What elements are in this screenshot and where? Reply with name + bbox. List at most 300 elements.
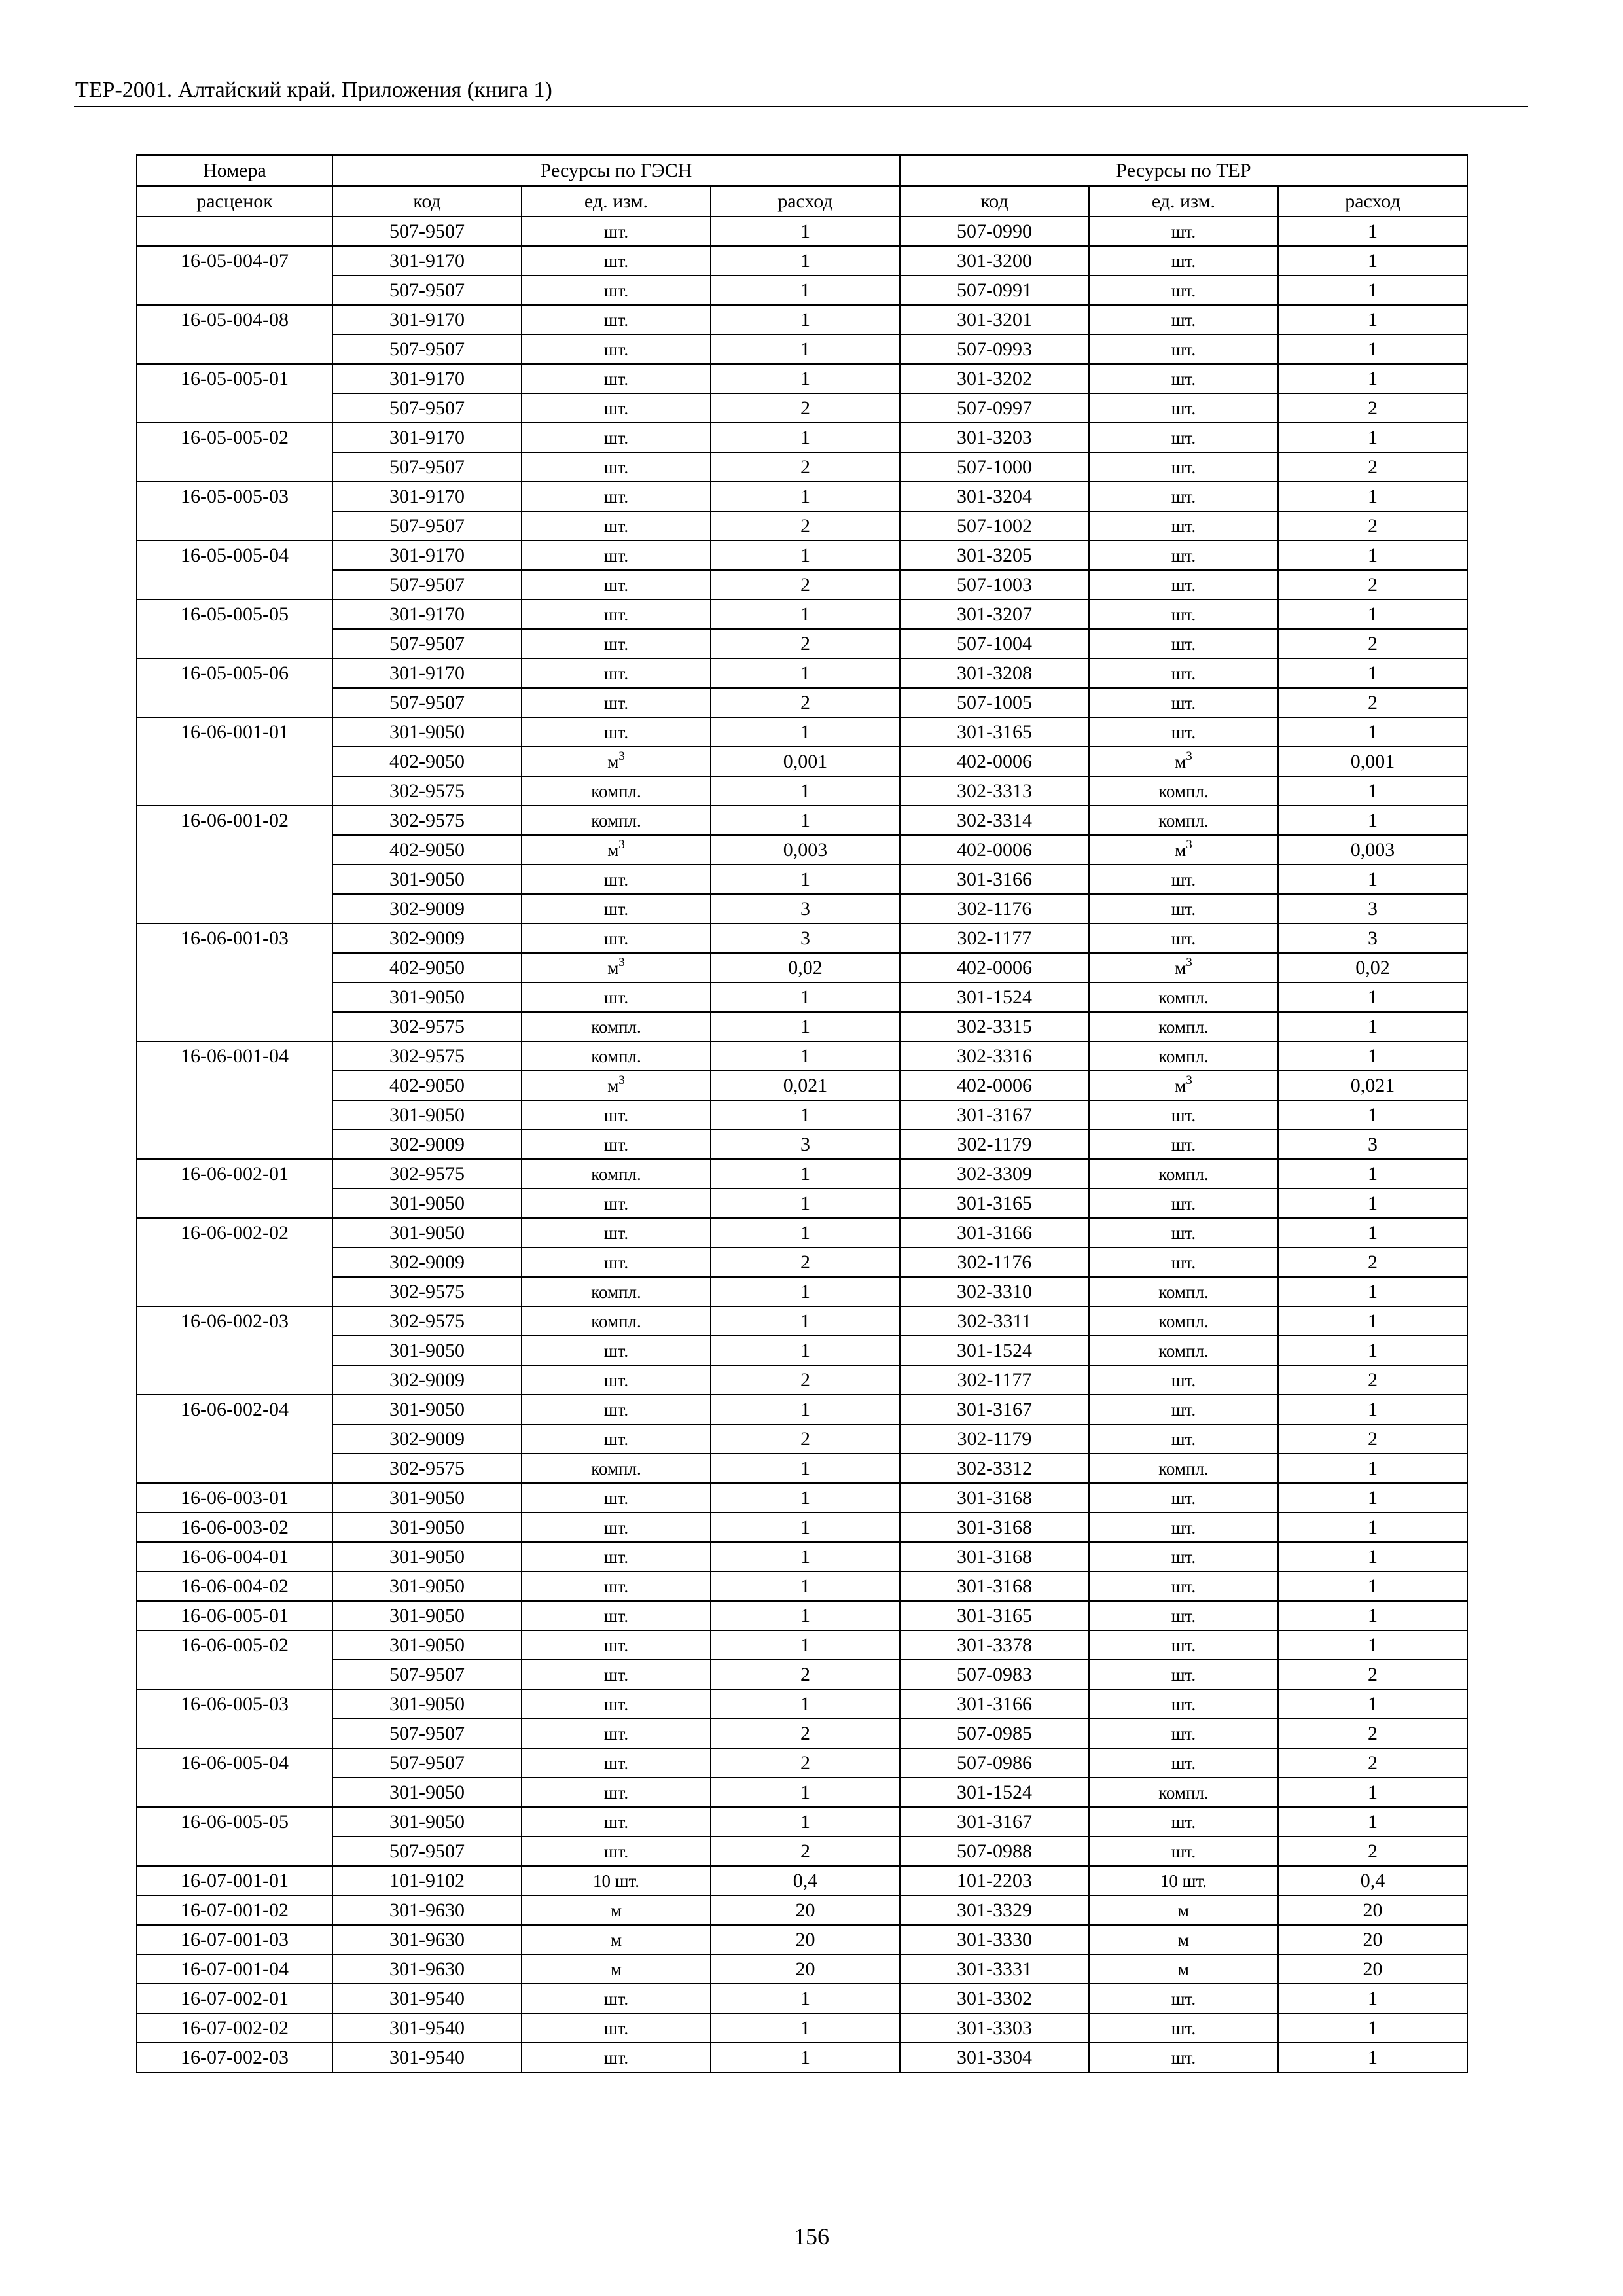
ter-code-cell: 402-0006 [900,1071,1089,1100]
ter-qty-cell: 1 [1278,1277,1467,1306]
gesn-unit-cell: шт. [522,1513,711,1542]
gesn-qty-cell: 2 [711,511,900,541]
ter-code-cell: 301-1524 [900,982,1089,1012]
table-row [137,1071,1467,1100]
rate-number-cell [137,570,332,600]
ter-code-cell: 507-1003 [900,570,1089,600]
ter-unit-cell: компл. [1089,1306,1278,1336]
gesn-code-cell: 301-9050 [332,1571,522,1601]
ter-unit-cell: шт. [1089,1748,1278,1778]
ter-unit-cell: шт. [1089,688,1278,717]
table-row [137,541,1467,570]
gesn-unit-header: ед. изм. [522,186,711,217]
table-row [137,806,1467,835]
gesn-code-cell: 301-9050 [332,1100,522,1130]
table-row [137,658,1467,688]
table-row [137,1130,1467,1159]
ter-code-cell: 302-1177 [900,924,1089,953]
gesn-unit-cell: шт. [522,1689,711,1719]
ter-unit-cell: шт. [1089,1542,1278,1571]
gesn-qty-cell: 0,02 [711,953,900,982]
ter-unit-cell: шт. [1089,1247,1278,1277]
rate-number-cell: 16-06-002-02 [137,1218,332,1247]
ter-code-cell: 507-1005 [900,688,1089,717]
ter-code-cell: 302-1179 [900,1130,1089,1159]
ter-unit-cell: шт. [1089,2043,1278,2072]
gesn-unit-cell: шт. [522,629,711,658]
ter-unit-cell: шт. [1089,2013,1278,2043]
rate-number-cell [137,629,332,658]
ter-qty-cell: 20 [1278,1895,1467,1925]
ter-qty-cell: 1 [1278,1454,1467,1483]
ter-unit-cell: $м^3$ [1089,747,1278,776]
ter-code-cell: 301-3165 [900,717,1089,747]
rate-number-cell [137,1247,332,1277]
gesn-qty-header: расход [711,186,900,217]
rate-number-cell: 16-05-005-02 [137,423,332,452]
ter-code-cell: 507-0985 [900,1719,1089,1748]
ter-code-cell: 302-3312 [900,1454,1089,1483]
gesn-unit-cell: шт. [522,1336,711,1365]
table-row [137,1395,1467,1424]
rate-number-cell [137,217,332,246]
gesn-code-cell: 301-9540 [332,2013,522,2043]
gesn-qty-cell: 20 [711,1954,900,1984]
gesn-unit-cell: шт. [522,423,711,452]
gesn-qty-cell: 1 [711,1483,900,1513]
ter-qty-cell: 2 [1278,393,1467,423]
gesn-code-cell: 301-9540 [332,2043,522,2072]
ter-code-cell: 301-3168 [900,1571,1089,1601]
rate-number-cell [137,953,332,982]
ter-qty-cell: 1 [1278,717,1467,747]
gesn-unit-cell: шт. [522,2043,711,2072]
rate-number-cell: 16-06-001-02 [137,806,332,835]
gesn-unit-cell: шт. [522,1660,711,1689]
gesn-qty-cell: 1 [711,1159,900,1189]
rate-number-cell: 16-06-005-02 [137,1630,332,1660]
table-row [137,1895,1467,1925]
gesn-code-cell: 301-9050 [332,1336,522,1365]
gesn-unit-cell: $м^3$ [522,747,711,776]
gesn-code-cell: 507-9507 [332,393,522,423]
gesn-code-cell: 101-9102 [332,1866,522,1895]
ter-qty-cell: 1 [1278,1395,1467,1424]
gesn-unit-cell: шт. [522,600,711,629]
gesn-qty-cell: 1 [711,1984,900,2013]
ter-code-cell: 302-1176 [900,894,1089,924]
ter-unit-cell: шт. [1089,717,1278,747]
table-row [137,1719,1467,1748]
rate-number-cell [137,276,332,305]
gesn-unit-cell: компл. [522,776,711,806]
ter-code-cell: 301-3302 [900,1984,1089,2013]
table-row [137,688,1467,717]
rate-number-cell [137,511,332,541]
rate-number-cell: 16-05-005-01 [137,364,332,393]
table-row [137,1218,1467,1247]
gesn-code-cell: 301-9630 [332,1895,522,1925]
table-row [137,1837,1467,1866]
ter-qty-cell: 2 [1278,1365,1467,1395]
ter-code-cell: 402-0006 [900,953,1089,982]
gesn-qty-cell: 1 [711,2013,900,2043]
ter-unit-cell: шт. [1089,393,1278,423]
ter-code-cell: 301-3378 [900,1630,1089,1660]
gesn-code-cell: 507-9507 [332,1748,522,1778]
ter-qty-cell: 2 [1278,511,1467,541]
ter-code-cell: 302-3310 [900,1277,1089,1306]
superscript-3: 3 [618,955,625,969]
gesn-code-cell: 507-9507 [332,1837,522,1866]
ter-qty-cell: 2 [1278,452,1467,482]
ter-qty-cell: 0,001 [1278,747,1467,776]
ter-qty-cell: 1 [1278,246,1467,276]
rate-number-cell: 16-06-002-01 [137,1159,332,1189]
gesn-code-cell: 302-9575 [332,1012,522,1041]
ter-unit-cell: шт. [1089,629,1278,658]
gesn-code-cell: 301-9050 [332,1778,522,1807]
ter-qty-cell: 0,003 [1278,835,1467,865]
ter-qty-cell: 1 [1278,1041,1467,1071]
gesn-code-cell: 301-9170 [332,541,522,570]
gesn-unit-cell: шт. [522,1630,711,1660]
gesn-qty-cell: 1 [711,541,900,570]
ter-qty-cell: 2 [1278,1837,1467,1866]
ter-code-cell: 302-1176 [900,1247,1089,1277]
ter-qty-cell: 1 [1278,1571,1467,1601]
ter-code-cell: 301-3205 [900,541,1089,570]
ter-qty-cell: 2 [1278,1660,1467,1689]
ter-code-cell: 301-3303 [900,2013,1089,2043]
ter-qty-cell: 2 [1278,1424,1467,1454]
ter-qty-cell: 3 [1278,1130,1467,1159]
rate-number-cell: 16-07-001-04 [137,1954,332,1984]
gesn-qty-cell: 1 [711,717,900,747]
rate-number-cell [137,835,332,865]
table-row [137,1630,1467,1660]
table-row [137,1689,1467,1719]
gesn-code-cell: 402-9050 [332,953,522,982]
gesn-code-cell: 302-9575 [332,1277,522,1306]
ter-qty-cell: 1 [1278,1807,1467,1837]
gesn-code-cell: 301-9050 [332,1483,522,1513]
gesn-qty-cell: 3 [711,924,900,953]
ter-code-cell: 301-3168 [900,1542,1089,1571]
ter-code-cell: 301-3331 [900,1954,1089,1984]
ter-code-header: код [900,186,1089,217]
rate-number-cell: 16-07-002-02 [137,2013,332,2043]
ter-qty-cell: 2 [1278,1247,1467,1277]
ter-unit-cell: шт. [1089,1189,1278,1218]
gesn-unit-cell: шт. [522,217,711,246]
gesn-code-cell: 302-9575 [332,1306,522,1336]
gesn-qty-cell: 2 [711,393,900,423]
table-row [137,1778,1467,1807]
gesn-qty-cell: 1 [711,1041,900,1071]
ter-qty-cell: 1 [1278,806,1467,835]
gesn-group-header: Ресурсы по ГЭСН [332,155,900,186]
ter-qty-cell: 2 [1278,570,1467,600]
gesn-code-cell: 301-9050 [332,865,522,894]
gesn-qty-cell: 1 [711,1100,900,1130]
table-row [137,276,1467,305]
ter-code-cell: 507-1004 [900,629,1089,658]
ter-qty-cell: 1 [1278,2043,1467,2072]
ter-unit-cell: шт. [1089,305,1278,334]
table-row [137,717,1467,747]
rate-header-top: Номера [137,155,332,186]
ter-code-cell: 402-0006 [900,835,1089,865]
rate-number-cell [137,894,332,924]
ter-unit-cell: шт. [1089,246,1278,276]
gesn-qty-cell: 1 [711,1336,900,1365]
table-row [137,423,1467,452]
gesn-qty-cell: 1 [711,482,900,511]
running-title: ТЕР-2001. Алтайский край. Приложения (книга 1) [75,78,552,102]
rate-header-bottom: расценок [137,186,332,217]
gesn-unit-cell: шт. [522,1601,711,1630]
table-row [137,482,1467,511]
rate-number-cell [137,1454,332,1483]
ter-code-cell: 301-3200 [900,246,1089,276]
gesn-code-cell: 301-9170 [332,364,522,393]
gesn-unit-cell: шт. [522,334,711,364]
gesn-unit-cell: шт. [522,1483,711,1513]
gesn-code-cell: 301-9050 [332,1218,522,1247]
ter-qty-cell: 1 [1278,982,1467,1012]
ter-code-cell: 301-3168 [900,1513,1089,1542]
table-row [137,1277,1467,1306]
ter-unit-cell: шт. [1089,1630,1278,1660]
gesn-code-cell: 301-9170 [332,246,522,276]
ter-qty-cell: 0,02 [1278,953,1467,982]
table-row [137,1954,1467,1984]
ter-code-cell: 507-0983 [900,1660,1089,1689]
gesn-unit-cell: шт. [522,865,711,894]
gesn-unit-cell: компл. [522,1454,711,1483]
ter-qty-cell: 1 [1278,1483,1467,1513]
gesn-qty-cell: 0,001 [711,747,900,776]
table-row [137,452,1467,482]
ter-code-cell: 301-3166 [900,1689,1089,1719]
gesn-qty-cell: 2 [711,688,900,717]
ter-code-cell: 301-3204 [900,482,1089,511]
table-row [137,953,1467,982]
ter-unit-cell: компл. [1089,1336,1278,1365]
gesn-qty-cell: 2 [711,1719,900,1748]
table-row [137,924,1467,953]
gesn-unit-cell: шт. [522,1130,711,1159]
ter-unit-cell: шт. [1089,924,1278,953]
ter-code-cell: 301-3165 [900,1601,1089,1630]
rate-number-cell [137,688,332,717]
superscript-3: 3 [1186,955,1192,969]
gesn-code-cell: 301-9170 [332,600,522,629]
gesn-unit-cell: м [522,1925,711,1954]
gesn-unit-cell: шт. [522,688,711,717]
gesn-unit-cell: шт. [522,276,711,305]
gesn-code-cell: 302-9009 [332,894,522,924]
rate-number-cell [137,776,332,806]
gesn-code-cell: 507-9507 [332,570,522,600]
ter-unit-cell: 10 шт. [1089,1866,1278,1895]
gesn-unit-cell: компл. [522,806,711,835]
gesn-qty-cell: 1 [711,1454,900,1483]
gesn-code-cell: 402-9050 [332,747,522,776]
gesn-qty-cell: 1 [711,364,900,393]
ter-unit-cell: шт. [1089,364,1278,393]
rate-number-cell [137,1277,332,1306]
ter-qty-cell: 20 [1278,1954,1467,1984]
table-row [137,1159,1467,1189]
rate-number-cell: 16-06-001-01 [137,717,332,747]
ter-unit-cell: шт. [1089,1689,1278,1719]
table-row [137,570,1467,600]
gesn-unit-cell: шт. [522,1984,711,2013]
gesn-qty-cell: 1 [711,1630,900,1660]
gesn-qty-cell: 3 [711,1130,900,1159]
ter-unit-cell: м [1089,1954,1278,1984]
gesn-code-cell: 301-9630 [332,1954,522,1984]
table-row [137,1041,1467,1071]
gesn-qty-cell: 1 [711,1778,900,1807]
ter-unit-cell: шт. [1089,1837,1278,1866]
ter-code-cell: 507-0990 [900,217,1089,246]
rate-number-cell: 16-05-004-07 [137,246,332,276]
ter-unit-cell: компл. [1089,776,1278,806]
table-head [137,155,1467,217]
gesn-unit-cell: шт. [522,1807,711,1837]
gesn-qty-cell: 1 [711,865,900,894]
rate-number-cell [137,747,332,776]
gesn-qty-cell: 1 [711,1277,900,1306]
rate-number-cell [137,1719,332,1748]
gesn-unit-cell: шт. [522,717,711,747]
gesn-qty-cell: 1 [711,217,900,246]
ter-unit-cell: шт. [1089,1218,1278,1247]
rate-number-cell: 16-06-001-04 [137,1041,332,1071]
ter-qty-cell: 1 [1278,1984,1467,2013]
gesn-code-cell: 507-9507 [332,629,522,658]
gesn-code-cell: 301-9050 [332,717,522,747]
gesn-unit-cell: м [522,1954,711,1984]
table-row [137,865,1467,894]
ter-qty-header: расход [1278,186,1467,217]
ter-code-cell: 301-1524 [900,1336,1089,1365]
ter-code-cell: 302-3314 [900,806,1089,835]
ter-code-cell: 302-3309 [900,1159,1089,1189]
gesn-unit-cell: шт. [522,1189,711,1218]
rate-number-cell [137,1424,332,1454]
rate-number-cell [137,1130,332,1159]
gesn-code-cell: 301-9050 [332,1513,522,1542]
ter-code-cell: 402-0006 [900,747,1089,776]
ter-qty-cell: 1 [1278,1630,1467,1660]
ter-code-cell: 301-3167 [900,1807,1089,1837]
gesn-unit-cell: шт. [522,1748,711,1778]
gesn-code-cell: 301-9050 [332,1189,522,1218]
rate-number-cell [137,452,332,482]
gesn-code-cell: 301-9630 [332,1925,522,1954]
ter-qty-cell: 1 [1278,658,1467,688]
ter-unit-cell: шт. [1089,1365,1278,1395]
rate-number-cell [137,1071,332,1100]
ter-unit-cell: $м^3$ [1089,953,1278,982]
gesn-code-cell: 302-9009 [332,1365,522,1395]
table-row [137,1571,1467,1601]
ter-qty-cell: 20 [1278,1925,1467,1954]
rate-number-cell [137,1837,332,1866]
ter-code-cell: 101-2203 [900,1866,1089,1895]
ter-code-cell: 507-0997 [900,393,1089,423]
superscript-3: 3 [1186,749,1192,763]
rate-number-cell [137,1660,332,1689]
table-row [137,2013,1467,2043]
superscript-3: 3 [618,837,625,852]
gesn-unit-cell: шт. [522,452,711,482]
ter-qty-cell: 2 [1278,629,1467,658]
gesn-unit-cell: шт. [522,1395,711,1424]
ter-unit-cell: шт. [1089,541,1278,570]
rate-number-cell [137,1365,332,1395]
gesn-qty-cell: 1 [711,1542,900,1571]
gesn-code-cell: 402-9050 [332,835,522,865]
ter-qty-cell: 1 [1278,1542,1467,1571]
gesn-qty-cell: 1 [711,1571,900,1601]
ter-code-cell: 507-0991 [900,276,1089,305]
ter-qty-cell: 1 [1278,364,1467,393]
table-row [137,776,1467,806]
gesn-qty-cell: 1 [711,1689,900,1719]
ter-unit-cell: шт. [1089,511,1278,541]
gesn-qty-cell: 1 [711,776,900,806]
ter-unit-cell: шт. [1089,600,1278,629]
table-row [137,1748,1467,1778]
gesn-qty-cell: 2 [711,1837,900,1866]
rate-number-cell: 16-06-002-04 [137,1395,332,1424]
rate-number-cell [137,982,332,1012]
ter-qty-cell: 2 [1278,1719,1467,1748]
ter-code-cell: 302-3315 [900,1012,1089,1041]
gesn-code-header: код [332,186,522,217]
gesn-qty-cell: 1 [711,423,900,452]
gesn-code-cell: 301-9050 [332,1689,522,1719]
gesn-unit-cell: компл. [522,1306,711,1336]
rate-number-cell: 16-05-005-05 [137,600,332,629]
table-row [137,1454,1467,1483]
table-row [137,629,1467,658]
ter-unit-cell: компл. [1089,1012,1278,1041]
ter-qty-cell: 1 [1278,1100,1467,1130]
ter-qty-cell: 1 [1278,865,1467,894]
gesn-unit-cell: шт. [522,1837,711,1866]
ter-qty-cell: 1 [1278,1778,1467,1807]
rate-number-cell: 16-06-003-01 [137,1483,332,1513]
ter-unit-cell: шт. [1089,1395,1278,1424]
rate-number-cell: 16-07-001-01 [137,1866,332,1895]
ter-qty-cell: 1 [1278,1189,1467,1218]
gesn-qty-cell: 0,021 [711,1071,900,1100]
rate-number-cell [137,1189,332,1218]
gesn-unit-cell: шт. [522,511,711,541]
table-row [137,1984,1467,2013]
ter-qty-cell: 1 [1278,305,1467,334]
ter-unit-cell: шт. [1089,894,1278,924]
gesn-unit-cell: шт. [522,1778,711,1807]
table-row [137,1365,1467,1395]
gesn-unit-cell: компл. [522,1041,711,1071]
